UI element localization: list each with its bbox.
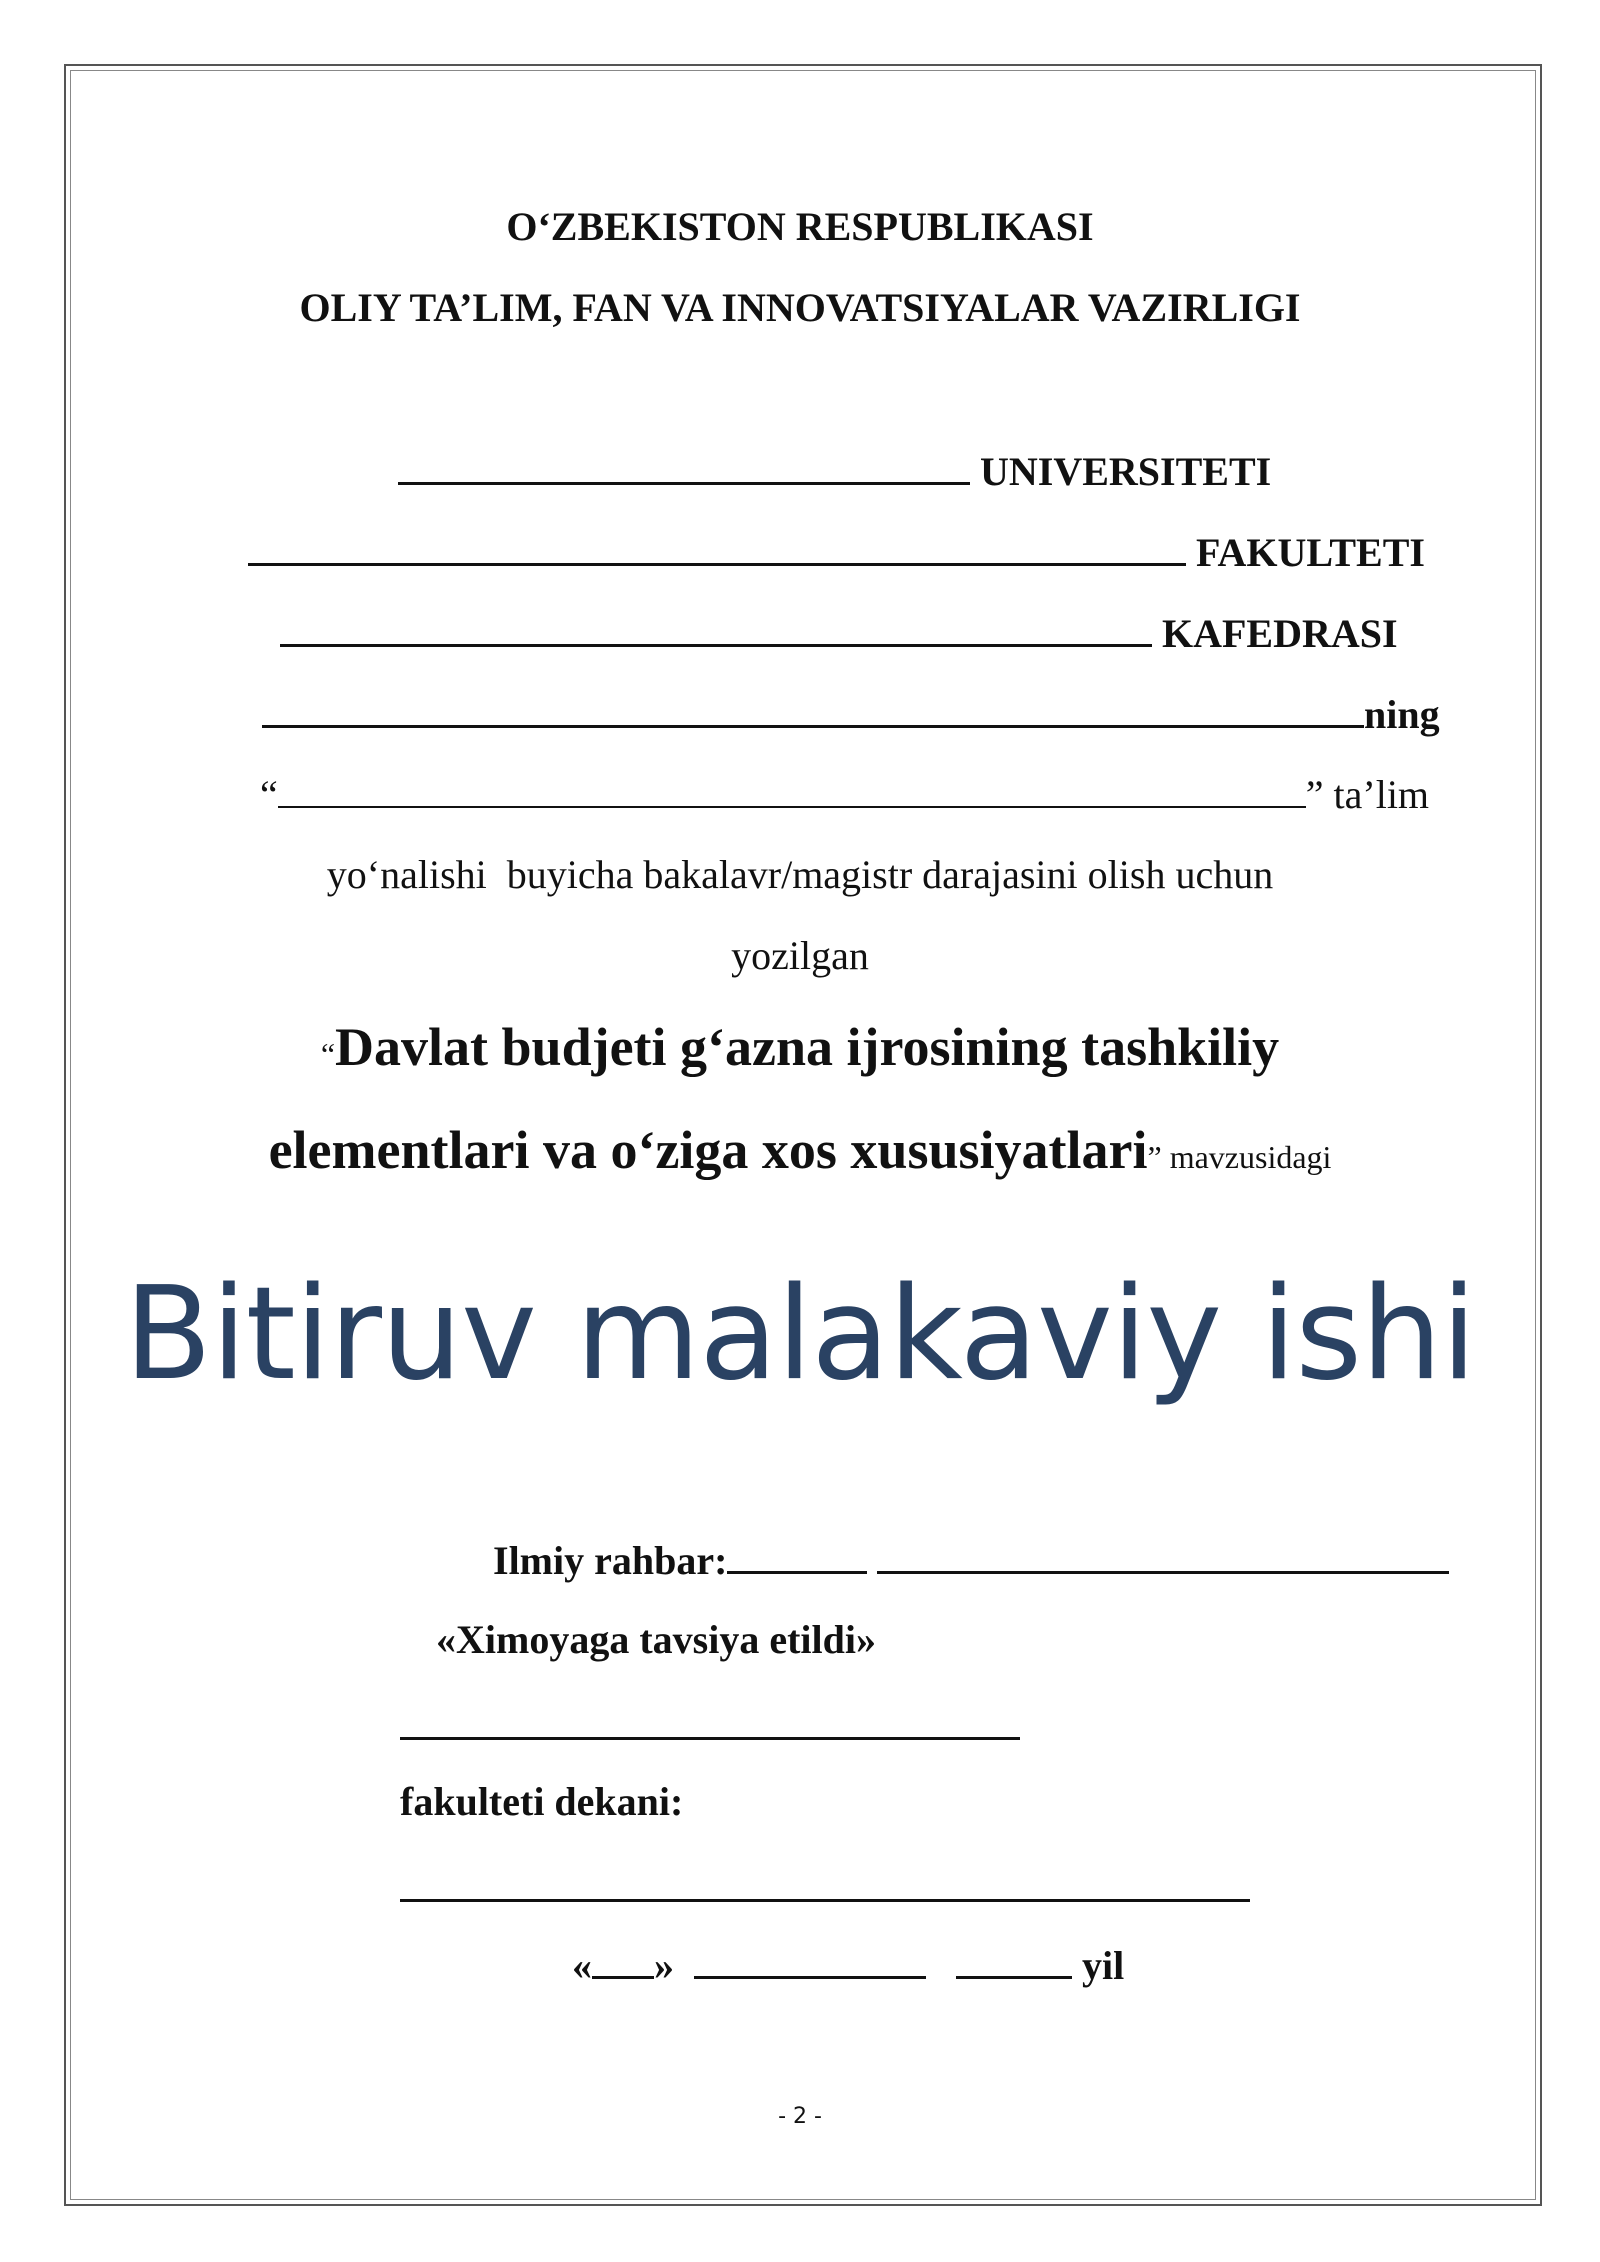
degree-line: yo‘nalishi buyicha bakalavr/magistr darajasini olish uchun	[326, 852, 1274, 897]
department-blank[interactable]	[280, 608, 1152, 647]
faculty-blank[interactable]	[248, 527, 1186, 566]
topic-line-2	[0, 1119, 1600, 1181]
topic-line-1	[0, 1016, 1600, 1078]
dean-blank[interactable]	[400, 1859, 1250, 1902]
department-label: KAFEDRASI	[1162, 611, 1398, 656]
direction-blank[interactable]	[278, 770, 1306, 808]
country-heading: O‘ZBEKISTON RESPUBLIKASI	[506, 204, 1094, 249]
topic-title-2: elementlari va o‘ziga xos xususiyatlari	[268, 1120, 1148, 1180]
supervisor-label: Ilmiy rahbar:	[493, 1538, 728, 1583]
faculty-label: FAKULTETI	[1196, 530, 1425, 575]
supervisor-blank-short[interactable]	[727, 1535, 867, 1574]
department-line	[280, 608, 1398, 657]
student-line	[262, 689, 1440, 738]
direction-open-quote: “	[260, 772, 278, 817]
written-line: yozilgan	[731, 933, 869, 978]
recommendation-blank[interactable]	[400, 1697, 1020, 1740]
faculty-line	[248, 527, 1425, 576]
university-blank[interactable]	[398, 446, 970, 485]
topic-close-quote: ”	[1147, 1139, 1162, 1175]
dean-signature-line	[400, 1859, 1250, 1907]
topic-open-quote: “	[320, 1036, 336, 1072]
student-blank[interactable]	[262, 689, 1364, 728]
university-label: UNIVERSITETI	[980, 449, 1272, 494]
dean-label: fakulteti dekani:	[400, 1779, 684, 1824]
page-number: - 2 -	[778, 2104, 822, 2129]
date-open-quote: «	[572, 1943, 592, 1988]
date-close-quote: »	[654, 1943, 674, 1988]
university-line	[398, 446, 1271, 495]
date-line	[572, 1940, 1124, 1989]
year-label: yil	[1082, 1943, 1125, 1988]
date-month-blank[interactable]	[694, 1940, 926, 1979]
direction-label: ” ta’lim	[1305, 772, 1430, 817]
date-year-blank[interactable]	[956, 1940, 1072, 1979]
topic-suffix: mavzusidagi	[1161, 1139, 1332, 1175]
student-label: ning	[1364, 692, 1440, 737]
recommendation-signature-line	[400, 1697, 1020, 1745]
supervisor-blank-long[interactable]	[877, 1535, 1449, 1574]
supervisor-line	[493, 1535, 1449, 1584]
recommendation-text: «Ximoyaga tavsiya etildi»	[436, 1617, 876, 1662]
ministry-heading: OLIY TA’LIM, FAN VA INNOVATSIYALAR VAZIRLIGI	[299, 285, 1301, 330]
date-day-blank[interactable]	[592, 1940, 654, 1979]
work-type-title: Bitiruv malakaviy ishi	[124, 1260, 1476, 1409]
direction-line	[260, 770, 1429, 818]
topic-title-1: Davlat budjeti g‘azna ijrosining tashkiliy	[335, 1017, 1280, 1077]
